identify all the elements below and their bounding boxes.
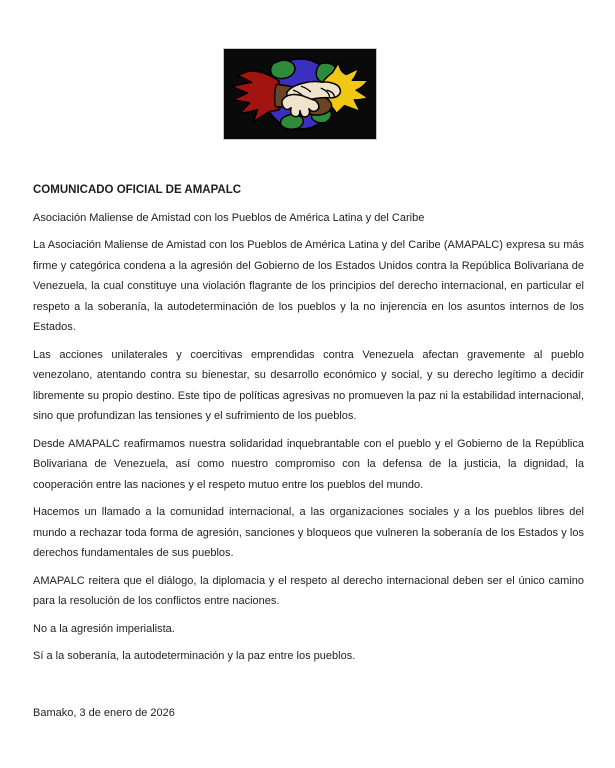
amapalc-logo xyxy=(223,48,377,140)
paragraph-dialogue: AMAPALC reitera que el diálogo, la diplomacia y el respeto al derecho internacional deben ser el único camino para la resolución de los conflictos entre naciones. xyxy=(33,574,584,607)
slogan-no-aggression: No a la agresión imperialista. xyxy=(33,622,175,635)
communique-body xyxy=(33,180,584,730)
paragraph-coercive-actions: Las acciones unilaterales y coercitivas emprendidas contra Venezuela afectan gravemente al pueblo venezolano, atentando contra su bienestar, su desarrollo económico y social, y su derecho legítimo a decidir libremente su propio destino. Este tipo de políticas agresivas no promueven la paz ni la estabilidad internacional, sino que profundizan las tensiones y el sufrimiento de los pueblos. xyxy=(33,348,584,422)
paragraph-condemnation: La Asociación Maliense de Amistad con los Pueblos de América Latina y del Caribe (AMAPALC) expresa su más firme y categórica condena a la agresión del Gobierno de los Estados Unidos contra la República Bolivariana de Venezuela, la cual constituye una violación flagrante de los principios del derecho internacional, en particular el respeto a la soberanía, la autodeterminación de los pueblos y la no injerencia en los asuntos internos de los Estados. xyxy=(33,239,584,333)
handshake-globe-icon xyxy=(224,49,376,139)
slogan-yes-sovereignty: Sí a la soberanía, la autodeterminación y la paz entre los pueblos. xyxy=(33,650,356,662)
paragraph-call-to-action: Hacemos un llamado a la comunidad internacional, a las organizaciones sociales y a los pueblos libres del mundo a rechazar toda forma de agresión, sanciones y bloqueos que vulneren la soberanía de los Estados y los derechos fundamentales de sus pueblos. xyxy=(33,506,584,559)
document-subtitle: Asociación Maliense de Amistad con los Pueblos de América Latina y del Caribe xyxy=(33,211,425,224)
dateline: Bamako, 3 de enero de 2026 xyxy=(33,706,175,719)
paragraph-solidarity: Desde AMAPALC reafirmamos nuestra solidaridad inquebrantable con el pueblo y el Gobierno de la República Bolivariana de Venezuela, así como nuestro compromiso con la defensa de la justicia, la dignidad, la cooperación entre las naciones y el respeto mutuo entre los pueblos del mundo. xyxy=(33,437,584,491)
document-title: COMUNICADO OFICIAL DE AMAPALC xyxy=(33,184,242,196)
